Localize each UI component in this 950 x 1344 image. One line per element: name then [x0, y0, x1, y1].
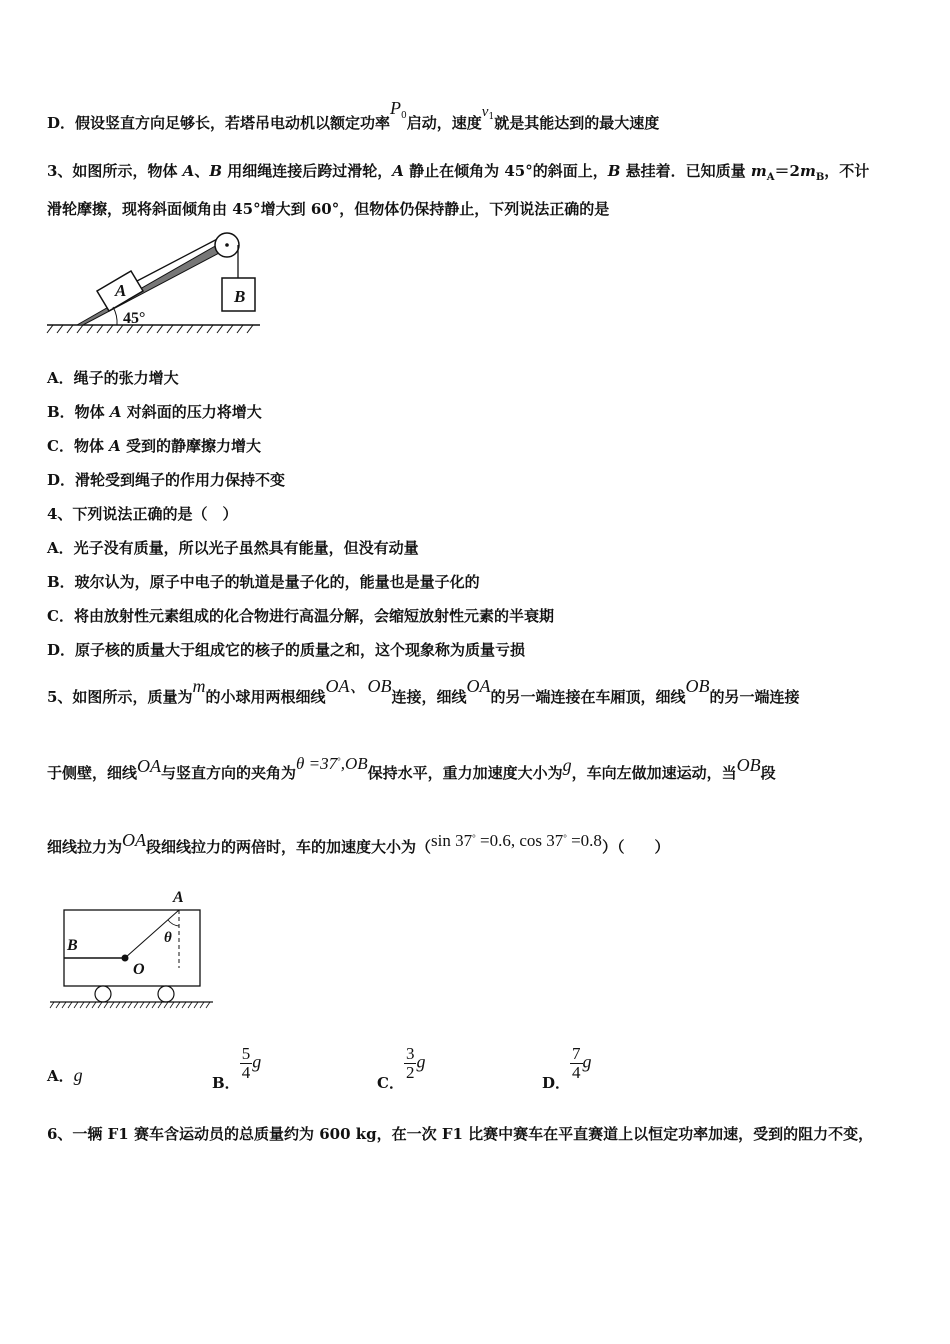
label-b: B	[67, 937, 78, 954]
label-a: A	[173, 889, 184, 906]
angle-label: 45°	[123, 310, 146, 327]
q5-stem-line2: 于侧壁，细线OA与竖直方向的夹角为θ =37°,OB保持水平，重力加速度大小为g，车向左做加速运动，当OB段	[47, 754, 776, 782]
wheel-left	[95, 986, 111, 1002]
label-a: A	[115, 281, 127, 300]
q3-option-c: C．物体 A 受到的静摩擦力增大	[47, 437, 262, 455]
q5-stem-line1: 5、如图所示，质量为m的小球用两根细线OA、OB连接，细线OA的另一端连接在车厢顶，细线OB的另一端连接	[47, 676, 800, 706]
q5-cart-figure	[45, 882, 220, 1012]
ball-o	[122, 955, 129, 962]
q4-option-d: D．原子核的质量大于组成它的核子的质量之和，这个现象称为质量亏损	[47, 641, 526, 659]
label-theta: θ	[164, 930, 172, 946]
q4-stem: 4、下列说法正确的是（ ）	[47, 505, 238, 523]
q5-option-b: B． $\frac{5}{4}$ g	[212, 1044, 262, 1092]
cart-body	[64, 910, 200, 986]
q3-option-d: D．滑轮受到绳子的作用力保持不变	[47, 471, 286, 489]
q5-option-a: A．g	[47, 1065, 83, 1085]
q3-stem-line2: 滑轮摩擦，现将斜面倾角由 45°增大到 60°，但物体仍保持静止，下列说法正确的是	[47, 200, 610, 218]
q4-option-b: B．玻尔认为，原子中电子的轨道是量子化的，能量也是量子化的	[47, 573, 480, 591]
q6-stem: 6、一辆 F1 赛车含运动员的总质量约为 600 kg，在一次 F1 比赛中赛车在平直赛道上以恒定功率加速，受到的阻力不变，	[47, 1125, 874, 1143]
q4-option-c: C．将由放射性元素组成的化合物进行高温分解，会缩短放射性元素的半衰期	[47, 607, 554, 625]
q5-option-d: D． $\frac{7}{4}$ g	[542, 1044, 592, 1092]
q2-option-d: D．假设竖直方向足够长，若塔吊电动机以额定功率$P^0$启动，速度$v^1$就是其能达到的最大速度	[47, 98, 660, 132]
wheel-right	[158, 986, 174, 1002]
label-o: O	[133, 961, 145, 978]
q3-option-b: B．物体 A 对斜面的压力将增大	[47, 403, 262, 421]
q5-option-c: C． $\frac{3}{2}$ g	[377, 1044, 426, 1092]
q5-stem-line3: 细线拉力为OA段细线拉力的两倍时，车的加速度大小为（sin 37° =0.6, cos 37° =0.8）（ ）	[47, 830, 670, 856]
q3-stem-line1: 3、如图所示，物体 A、B 用细绳连接后跨过滑轮，A 静止在倾角为 45°的斜面上，B 悬挂着．已知质量 $m_A=2m_B$，不计	[47, 162, 870, 183]
q3-incline-figure	[45, 228, 265, 340]
q4-option-a: A．光子没有质量，所以光子虽然具有能量，但没有动量	[47, 539, 419, 557]
q3-option-a: A．绳子的张力增大	[47, 369, 179, 387]
label-b: B	[234, 287, 246, 306]
